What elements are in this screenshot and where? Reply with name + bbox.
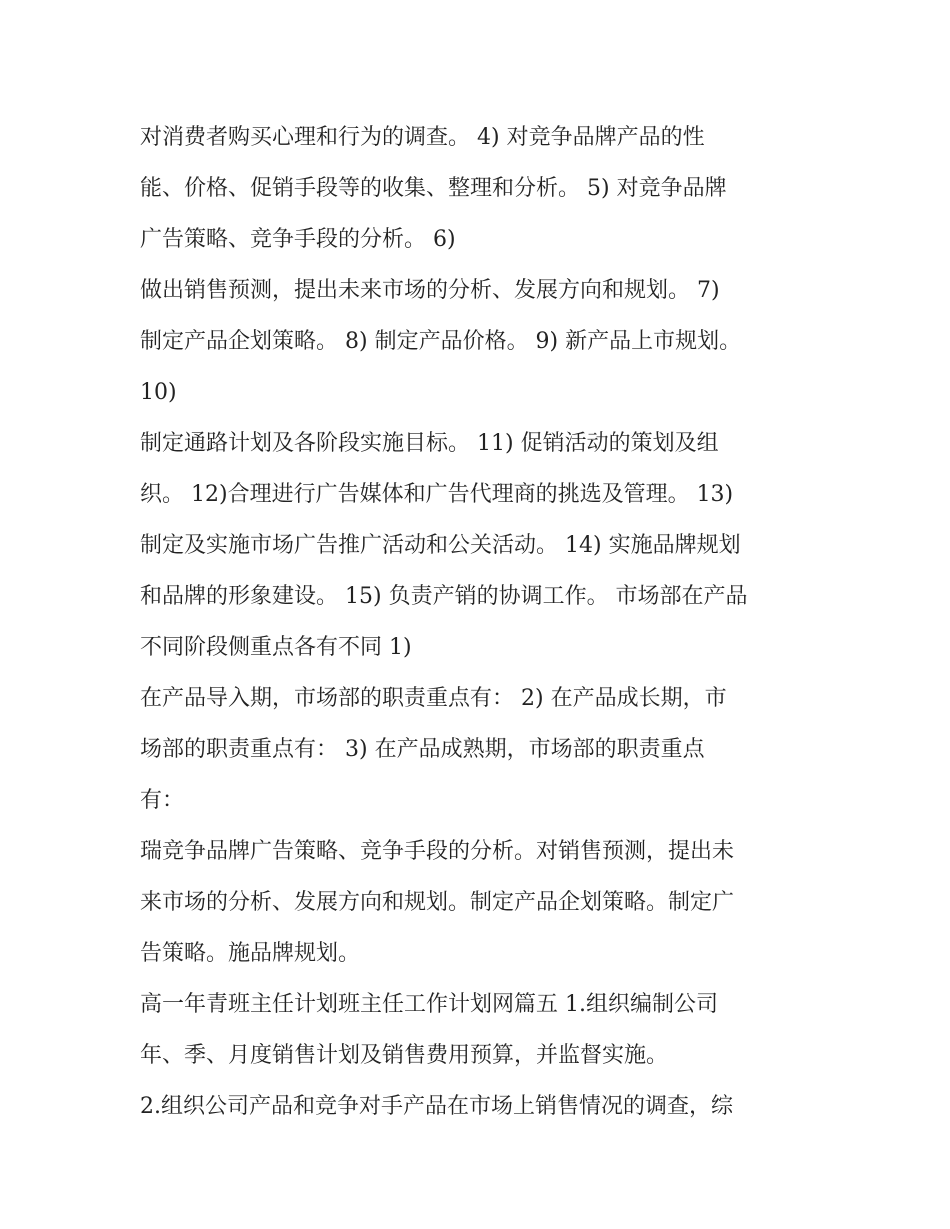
text-line: 制定产品企划策略。 8) 制定产品价格。 9) 新产品上市规划。 [140, 329, 742, 354]
text-line: 制定及实施市场广告推广活动和公关活动。 14) 实施品牌规划 [140, 533, 741, 558]
text-line: 能、价格、促销手段等的收集、整理和分析。 5) 对竞争品牌 [140, 176, 727, 201]
text-line: 不同阶段侧重点各有不同 1) [140, 635, 412, 660]
text-line: 有： [140, 788, 185, 813]
text-line: 广告策略、竞争手段的分析。 6) [140, 227, 456, 252]
document-body [140, 112, 820, 1132]
text-line: 对消费者购买心理和行为的调查。 4) 对竞争品牌产品的性 [140, 125, 705, 150]
text-line: 做出销售预测，提出未来市场的分析、发展方向和规划。 7) [140, 278, 720, 303]
text-line: 来市场的分析、发展方向和规划。制定产品企划策略。制定广 [140, 890, 735, 915]
text-line: 瑞竞争品牌广告策略、竞争手段的分析。对销售预测，提出未 [140, 839, 735, 864]
text-line: 场部的职责重点有： 3) 在产品成熟期，市场部的职责重点 [140, 737, 705, 762]
text-line: 年、季、月度销售计划及销售费用预算，并监督实施。 [140, 1043, 669, 1068]
text-line: 2.组织公司产品和竞争对手产品在市场上销售情况的调查，综 [140, 1094, 733, 1119]
text-line: 织。 12)合理进行广告媒体和广告代理商的挑选及管理。 13) [140, 482, 734, 507]
text-line: 高一年青班主任计划班主任工作计划网篇五 1.组织编制公司 [140, 992, 718, 1017]
text-line: 制定通路计划及各阶段实施目标。 11) 促销活动的策划及组 [140, 431, 719, 456]
text-line: 10) [140, 380, 177, 405]
text-line: 告策略。施品牌规划。 [140, 941, 361, 966]
text-line: 在产品导入期，市场部的职责重点有： 2) 在产品成长期，市 [140, 686, 727, 711]
text-line: 和品牌的形象建设。 15) 负责产销的协调工作。 市场部在产品 [140, 584, 748, 609]
